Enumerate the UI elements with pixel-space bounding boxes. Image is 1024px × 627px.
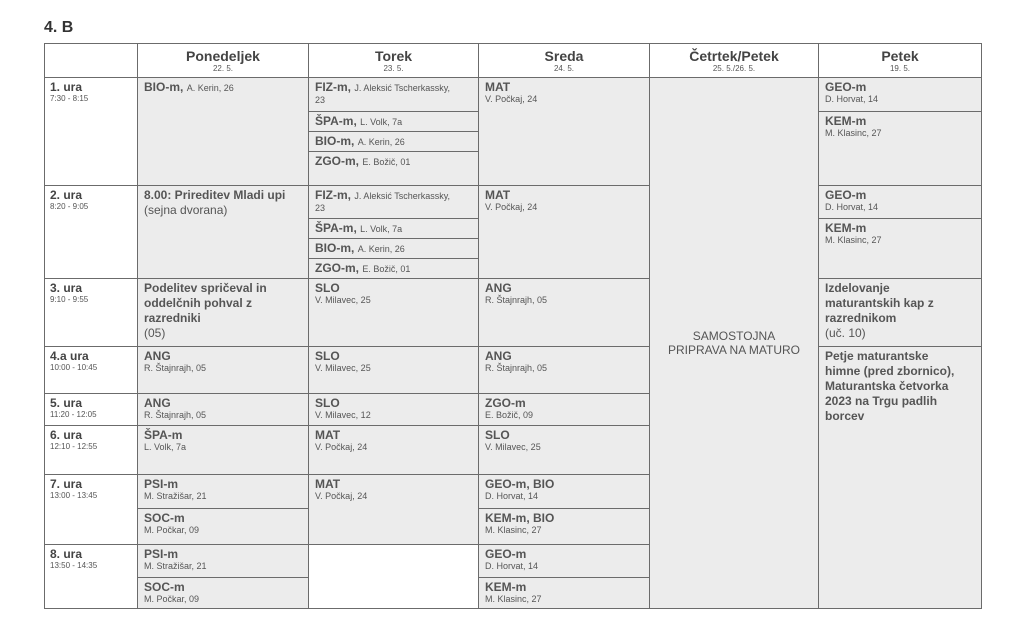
cells-mon1-teacher: A. Kerin, 26 [186,83,234,93]
periods-5-time: 12:10 - 12:55 [50,442,98,451]
period-7 [45,475,138,545]
cells-tue2b-subject: ŠPA-m, [315,221,357,235]
cells-fri4-line5: borcev [825,409,865,423]
header-row [45,44,982,78]
cells-mon8a-teacher: M. Stražišar, 21 [144,561,207,571]
periods-6-name: 7. ura [50,477,83,491]
cells-fri2a-teacher: D. Horvat, 14 [825,202,879,212]
cells-wed5-teacher: E. Božič, 09 [485,410,534,420]
day-header-fri [819,44,982,78]
cells-tue1b-teacher: L. Volk, 7a [360,117,403,127]
cell-tue-2a [309,186,479,219]
periods-0-name: 1. ura [50,80,83,94]
cells-fri2b-subject: KEM-m [825,221,867,235]
cells-mon3-line4: (05) [144,326,166,340]
cells-mon4-subject: ANG [144,349,171,363]
cells-thu-line1: SAMOSTOJNA [692,329,776,343]
cell-fri-4 [819,347,982,609]
periods-6-time: 13:00 - 13:45 [50,491,98,500]
timetable [44,43,982,609]
cell-thu-all [650,78,819,609]
cells-mon8b-subject: SOC-m [144,580,185,594]
cell-fri-2a [819,186,982,219]
periods-1-time: 8:20 - 9:05 [50,202,89,211]
cell-wed-4 [479,347,650,394]
periods-3-time: 10:00 - 10:45 [50,363,98,372]
cells-tue2a-teacher: J. Aleksić Tscherkassky, [354,191,451,201]
cells-wed8a-teacher: D. Horvat, 14 [485,561,539,571]
periods-2-name: 3. ura [50,281,83,295]
periods-4-time: 11:20 - 12:05 [50,410,97,419]
cells-tue1a-subject: FIZ-m, [315,80,351,94]
cells-fri3-line2: maturantskih kap z [825,296,934,310]
periods-1-name: 2. ura [50,188,83,202]
cells-wed7b-subject: KEM-m, BIO [485,511,555,525]
cells-wed1-subject: MAT [485,80,511,94]
cells-mon2-line2: (sejna dvorana) [144,203,228,217]
cells-wed4-subject: ANG [485,349,512,363]
cells-mon4-teacher: R. Štajnrajh, 05 [144,363,207,373]
cells-wed3-teacher: R. Štajnrajh, 05 [485,295,548,305]
day-header-tue [309,44,479,78]
cells-mon1-subject: BIO-m, [144,80,184,94]
cells-tue5-teacher: V. Milavec, 12 [315,410,371,420]
cell-tue-8-empty [309,545,479,609]
cell-mon-7b [138,509,309,545]
cell-wed-6 [479,426,650,475]
cell-mon-6 [138,426,309,475]
cells-mon2-line1: 8.00: Prireditev Mladi upi [144,188,286,202]
period-5 [45,394,138,426]
periods-3-name: 4.a ura [50,349,89,363]
days-thu-date: 25. 5./26. 5. [712,64,756,73]
periods-0-time: 7:30 - 8:15 [50,94,89,103]
cells-fri3-line1: Izdelovanje [825,281,890,295]
cells-tue2b-teacher: L. Volk, 7a [360,224,403,234]
period-6 [45,426,138,475]
cell-mon-5 [138,394,309,426]
cell-tue-7 [309,475,479,545]
cell-tue-2d [309,259,479,279]
cells-tue1c-subject: BIO-m, [315,134,355,148]
cell-tue-3 [309,279,479,347]
cell-wed-2 [479,186,650,279]
cells-tue1b-subject: ŠPA-m, [315,114,357,128]
cells-wed8a-subject: GEO-m [485,547,527,561]
cell-mon-2 [138,186,309,279]
cell-tue-1d [309,152,479,186]
cells-wed2-subject: MAT [485,188,511,202]
cell-tue-4 [309,347,479,394]
cells-fri4-line3: Maturantska četvorka [825,379,949,393]
period-4 [45,347,138,394]
day-header-wed [479,44,650,78]
periods-4-name: 5. ura [50,396,83,410]
cells-thu-line2: PRIPRAVA NA MATURO [667,343,801,357]
day-header-thu [650,44,819,78]
cells-tue1d-subject: ZGO-m, [315,154,359,168]
days-wed-name: Sreda [544,48,584,64]
cell-mon-7a [138,475,309,509]
cell-tue-1a [309,78,479,112]
cell-mon-4 [138,347,309,394]
cells-mon6-subject: ŠPA-m [144,428,183,442]
cell-fri-3 [819,279,982,347]
cells-tue2d-subject: ZGO-m, [315,261,359,275]
periods-2-time: 9:10 - 9:55 [50,295,89,304]
cells-wed7a-subject: GEO-m, BIO [485,477,555,491]
cells-fri3-line3: razrednikom [825,311,897,325]
cells-mon3-line1: Podelitev spričeval in [144,281,267,295]
days-mon-name: Ponedeljek [186,48,260,64]
cells-tue2a-extra: 23 [315,203,326,213]
days-thu-name: Četrtek/Petek [689,48,779,64]
cells-wed8b-subject: KEM-m [485,580,527,594]
cells-tue7-subject: MAT [315,477,341,491]
cells-mon7a-subject: PSI-m [144,477,179,491]
cell-wed-5 [479,394,650,426]
cell-tue-1c [309,132,479,152]
days-wed-date: 24. 5. [553,64,574,73]
cells-tue7-teacher: V. Počkaj, 24 [315,491,368,501]
cell-wed-1 [479,78,650,186]
cells-mon8a-subject: PSI-m [144,547,179,561]
cells-tue2d-teacher: E. Božič, 01 [362,264,411,274]
cells-tue1a-teacher: J. Aleksić Tscherkassky, [354,83,451,93]
cell-fri-1b [819,112,982,186]
cells-wed3-subject: ANG [485,281,512,295]
cells-tue4-teacher: V. Milavec, 25 [315,363,371,373]
cells-mon7b-teacher: M. Počkar, 09 [144,525,200,535]
cell-tue-5 [309,394,479,426]
cells-fri1a-subject: GEO-m [825,80,867,94]
cells-tue5-subject: SLO [315,396,340,410]
period-8 [45,545,138,609]
timetable-grid [44,43,982,609]
cells-wed4-teacher: R. Štajnrajh, 05 [485,363,548,373]
day-header-mon [138,44,309,78]
cells-mon6-teacher: L. Volk, 7a [144,442,187,452]
cell-mon-8b [138,578,309,609]
cells-wed1-teacher: V. Počkaj, 24 [485,94,538,104]
days-tue-name: Torek [374,48,413,64]
cell-tue-2c [309,239,479,259]
cell-wed-7b [479,509,650,545]
cell-wed-8b [479,578,650,609]
cells-tue6-subject: MAT [315,428,341,442]
cell-wed-8a [479,545,650,578]
cell-tue-2b [309,219,479,239]
cells-tue2c-subject: BIO-m, [315,241,355,255]
cells-tue1a-extra: 23 [315,95,326,105]
cells-tue1c-teacher: A. Kerin, 26 [357,137,405,147]
cells-fri2b-teacher: M. Klasinc, 27 [825,235,882,245]
cells-mon7a-teacher: M. Stražišar, 21 [144,491,207,501]
cells-tue2c-teacher: A. Kerin, 26 [357,244,405,254]
cells-wed8b-teacher: M. Klasinc, 27 [485,594,542,604]
cell-wed-3 [479,279,650,347]
class-title: 4. B [44,19,74,36]
cells-wed2-teacher: V. Počkaj, 24 [485,202,538,212]
periods-7-time: 13:50 - 14:35 [50,561,98,570]
periods-5-name: 6. ura [50,428,83,442]
cells-fri1a-teacher: D. Horvat, 14 [825,94,879,104]
cell-mon-1 [138,78,309,186]
cells-tue2a-subject: FIZ-m, [315,188,351,202]
cell-wed-7a [479,475,650,509]
cell-tue-6 [309,426,479,475]
period-1 [45,78,138,186]
cell-fri-2b [819,219,982,279]
periods-7-name: 8. ura [50,547,83,561]
cells-mon3-line3: razredniki [144,311,201,325]
cells-fri1b-teacher: M. Klasinc, 27 [825,128,882,138]
cells-wed6-subject: SLO [485,428,510,442]
cells-tue3-teacher: V. Milavec, 25 [315,295,371,305]
cells-tue6-teacher: V. Počkaj, 24 [315,442,368,452]
days-fri-name: Petek [881,48,919,64]
cells-tue3-subject: SLO [315,281,340,295]
cells-fri4-line2: himne (pred zbornico), [825,364,955,378]
cells-wed5-subject: ZGO-m [485,396,526,410]
days-fri-date: 19. 5. [889,64,910,73]
period-3 [45,279,138,347]
cells-mon7b-subject: SOC-m [144,511,185,525]
days-mon-date: 22. 5. [212,64,233,73]
cells-fri1b-subject: KEM-m [825,114,867,128]
cell-fri-1a [819,78,982,112]
period-2 [45,186,138,279]
cells-tue1d-teacher: E. Božič, 01 [362,157,411,167]
cell-mon-8a [138,545,309,578]
cells-wed7a-teacher: D. Horvat, 14 [485,491,539,501]
cell-tue-1b [309,112,479,132]
cells-fri2a-subject: GEO-m [825,188,867,202]
cells-fri4-line4: 2023 na Trgu padlih [825,394,938,408]
days-tue-date: 23. 5. [383,64,404,73]
cells-mon5-teacher: R. Štajnrajh, 05 [144,410,207,420]
cell-mon-3 [138,279,309,347]
cells-mon3-line2: oddelčnih pohval z [144,296,253,310]
cells-tue4-subject: SLO [315,349,340,363]
cells-wed6-teacher: V. Milavec, 25 [485,442,541,452]
corner-cell [45,44,138,78]
cells-mon8b-teacher: M. Počkar, 09 [144,594,200,604]
cells-fri4-line1: Petje maturantske [825,349,929,363]
cells-mon5-subject: ANG [144,396,171,410]
cells-wed7b-teacher: M. Klasinc, 27 [485,525,542,535]
cells-fri3-line4: (uč. 10) [825,326,866,340]
